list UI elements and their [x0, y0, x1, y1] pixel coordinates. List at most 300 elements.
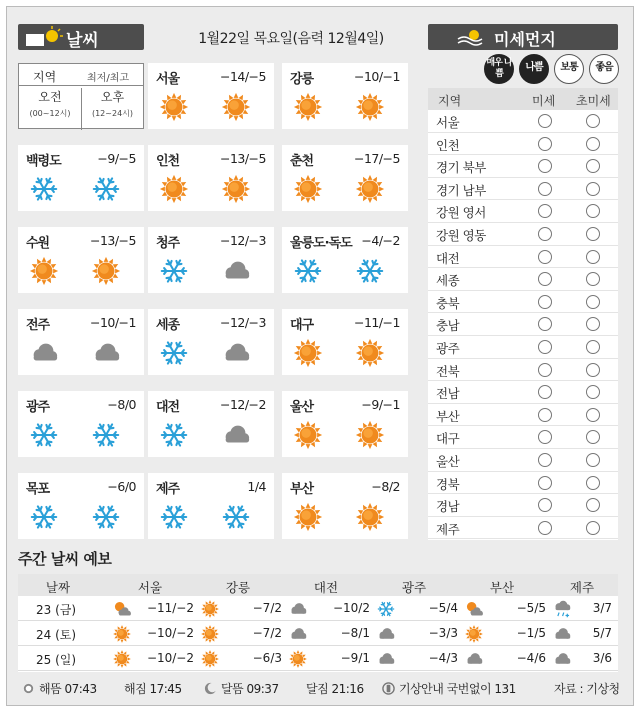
dust-row [428, 155, 618, 178]
sunset: 해짐 17:45 [124, 682, 182, 696]
city-name: 광주 [26, 400, 50, 415]
sunrise: 해뜸 07:43 [22, 680, 97, 697]
dust-level-very-bad[interactable]: 매우 나쁨 [484, 54, 514, 84]
pm25-status [586, 250, 600, 264]
pm25-status [586, 521, 600, 535]
dust-region: 충남 [436, 318, 460, 334]
sun-icon [158, 91, 190, 123]
moon-icon [204, 682, 217, 695]
city-temp: −17/−5 [353, 151, 400, 166]
dust-region: 대전 [436, 250, 460, 266]
sun-icon [354, 91, 386, 123]
pm-weather [354, 173, 388, 205]
weekly-temp: −4/3 [428, 651, 458, 665]
weekly-cell [288, 647, 372, 671]
snowflake-icon [90, 173, 122, 205]
sun-icon [292, 419, 324, 451]
dust-region: 부산 [436, 408, 460, 424]
city-temp: −9/−5 [97, 151, 136, 166]
sun-icon [292, 501, 324, 533]
weekly-cell [112, 647, 196, 671]
dust-region: 전북 [436, 363, 460, 379]
legend-region: 지역 [33, 70, 57, 84]
city-temp: −4/−2 [361, 233, 400, 248]
am-weather [28, 173, 62, 205]
sun-icon [292, 173, 324, 205]
weekly-temp: −4/6 [516, 651, 546, 665]
am-weather [292, 91, 326, 123]
am-weather [158, 173, 192, 205]
city-card [282, 391, 408, 457]
city-name: 서울 [156, 72, 180, 87]
pm-weather [354, 419, 388, 451]
weekly-cell [200, 647, 284, 671]
city-temp: −14/−5 [219, 69, 266, 84]
rain-snow-icon [552, 599, 572, 619]
weekly-cell [200, 597, 284, 621]
city-card [18, 309, 144, 375]
weekly-temp: −6/3 [252, 651, 282, 665]
sun-icon [90, 255, 122, 287]
am-weather [292, 173, 326, 205]
footer [18, 680, 622, 700]
city-temp: −13/−5 [89, 233, 136, 248]
city-card [282, 473, 408, 539]
am-weather [158, 91, 192, 123]
weekly-date: 25 (일) [36, 653, 77, 667]
weekly-icon [112, 649, 132, 669]
snowflake-icon [28, 419, 60, 451]
pm-weather [354, 337, 388, 369]
snowflake-icon [354, 255, 386, 287]
sun-icon [354, 501, 386, 533]
am-weather [28, 337, 62, 369]
pm25-status [586, 137, 600, 151]
pm25-status [586, 227, 600, 241]
data-source: 자료 : 기상청 [554, 682, 620, 696]
dust-row [428, 449, 618, 472]
dust-region: 울산 [436, 454, 460, 469]
city-name: 전주 [26, 318, 50, 333]
legend-pm: 오후 (12~24시) [81, 88, 143, 130]
snowflake-icon [158, 419, 190, 451]
city-name: 세종 [156, 318, 180, 333]
dust-row [428, 381, 618, 404]
cloud-icon [90, 337, 122, 369]
am-weather [158, 501, 192, 533]
am-weather [158, 255, 192, 287]
weekly-cell [464, 597, 548, 621]
pm-weather [90, 501, 124, 533]
city-temp: −12/−3 [219, 315, 266, 330]
dust-region: 세종 [436, 273, 460, 289]
dust-row [428, 359, 618, 382]
cloud-icon [220, 419, 252, 451]
dust-table [428, 88, 618, 540]
pm-weather [354, 255, 388, 287]
cloud-icon [288, 624, 308, 644]
weekly-icon [376, 599, 396, 619]
weekly-icon [200, 649, 220, 669]
sun-icon [292, 91, 324, 123]
pm-weather [220, 255, 254, 287]
cloud-icon [552, 649, 572, 669]
weather-title: 날씨 [66, 31, 99, 51]
am-weather [292, 337, 326, 369]
pm25-status [586, 408, 600, 422]
dust-row [428, 472, 618, 495]
dust-row [428, 517, 618, 540]
weekly-icon [464, 624, 484, 644]
pm10-status [538, 137, 552, 151]
weekly-icon [288, 624, 308, 644]
dust-region: 서울 [436, 115, 460, 130]
weekly-temp: −3/3 [428, 626, 458, 640]
city-temp: −9/−1 [361, 397, 400, 412]
dust-region: 인천 [436, 137, 460, 153]
weekly-temp: −5/4 [428, 601, 458, 615]
city-card [148, 145, 274, 211]
weekly-cell [376, 597, 460, 621]
dust-region: 경기 남부 [436, 182, 486, 198]
city-name: 부산 [290, 482, 314, 497]
pm25-status [586, 453, 600, 467]
dust-row [428, 291, 618, 314]
am-weather [292, 255, 326, 287]
snowflake-icon [158, 255, 190, 287]
snowflake-icon [376, 599, 396, 619]
am-weather [28, 419, 62, 451]
dust-region: 경남 [436, 499, 460, 515]
city-card [148, 309, 274, 375]
date-text: 1월22일 목요일(음력 12월4일) [198, 31, 384, 47]
moonset: 달짐 21:16 [306, 682, 364, 696]
weekly-cell [112, 622, 196, 646]
snowflake-icon [292, 255, 324, 287]
weekly-temp: −5/5 [516, 601, 546, 615]
weekly-temp: −1/5 [516, 626, 546, 640]
sun-icon [354, 173, 386, 205]
pm25-status [586, 159, 600, 173]
city-card [148, 227, 274, 293]
pm10-status [538, 498, 552, 512]
weekly-cell [200, 622, 284, 646]
dust-row [428, 246, 618, 269]
weekly-temp: −11/−2 [146, 601, 194, 615]
sun-cloud-icon [112, 599, 132, 619]
pm-weather [220, 337, 254, 369]
sun-icon [158, 173, 190, 205]
dust-row [428, 110, 618, 133]
snowflake-icon [90, 419, 122, 451]
am-weather [158, 419, 192, 451]
dust-table-header: 지역 미세 초미세 [428, 88, 618, 110]
dust-row [428, 494, 618, 517]
pm10-status [538, 159, 552, 173]
pm25-status [586, 476, 600, 490]
city-card [18, 227, 144, 293]
pm10-status [538, 340, 552, 354]
weekly-cell [552, 622, 614, 646]
weekly-cell [376, 647, 460, 671]
weekly-cell [552, 597, 614, 621]
dust-region: 광주 [436, 341, 460, 356]
pm25-status [586, 430, 600, 444]
dust-region: 경기 북부 [436, 160, 486, 176]
dust-level-normal[interactable]: 보통 [554, 54, 584, 84]
weekly-icon [552, 599, 572, 619]
pm10-status [538, 250, 552, 264]
pm10-status [538, 476, 552, 490]
sun-icon [354, 419, 386, 451]
dust-row [428, 200, 618, 223]
am-weather [28, 255, 62, 287]
city-card [18, 391, 144, 457]
sun-icon [354, 337, 386, 369]
dust-region: 대구 [436, 431, 460, 447]
legend-minmax: 최저/최고 [87, 73, 130, 84]
dust-region: 전남 [436, 386, 460, 402]
pm25-status [586, 363, 600, 377]
city-name: 춘천 [290, 154, 314, 169]
pm25-status [586, 295, 600, 309]
weekly-icon [552, 624, 572, 644]
pm25-status [586, 182, 600, 196]
pm25-status [586, 204, 600, 218]
dust-region: 충북 [436, 295, 460, 311]
weekly-icon [112, 624, 132, 644]
sun-icon [200, 649, 220, 669]
weekly-header: 날짜 서울 강릉 대전 광주 부산 제주 [18, 574, 618, 596]
city-card [282, 145, 408, 211]
weekly-cell [288, 597, 372, 621]
city-temp: −8/2 [371, 479, 400, 494]
legend-am: 오전 (00~12시) [29, 90, 71, 118]
dust-level-bad[interactable]: 나쁨 [519, 54, 549, 84]
city-temp: −12/−3 [219, 233, 266, 248]
pm-weather [220, 91, 254, 123]
snowflake-icon [220, 501, 252, 533]
weekly-icon [552, 649, 572, 669]
city-name: 대구 [290, 318, 314, 333]
pm10-status [538, 453, 552, 467]
city-card [18, 145, 144, 211]
pm-weather [90, 173, 124, 205]
sun-icon [200, 624, 220, 644]
city-name: 목포 [26, 482, 50, 497]
cloud-icon [464, 649, 484, 669]
moonrise: 달뜸 09:37 [204, 680, 279, 697]
sun-icon [292, 337, 324, 369]
cloud-icon [28, 337, 60, 369]
dust-row [428, 223, 618, 246]
cloud-icon [288, 599, 308, 619]
city-name: 제주 [156, 482, 180, 497]
weekly-icon [464, 599, 484, 619]
weekly-icon [288, 649, 308, 669]
city-temp: −12/−2 [219, 397, 266, 412]
snowflake-icon [28, 173, 60, 205]
weekly-icon [112, 599, 132, 619]
am-weather [292, 501, 326, 533]
city-temp: −13/−5 [219, 151, 266, 166]
pm10-status [538, 317, 552, 331]
weekly-temp: −7/2 [252, 601, 282, 615]
dust-region: 제주 [436, 521, 460, 537]
pm10-status [538, 363, 552, 377]
pm10-status [538, 385, 552, 399]
weekly-cell [376, 622, 460, 646]
sun-cloud-icon [24, 26, 64, 48]
cloud-icon [552, 624, 572, 644]
city-name: 백령도 [26, 154, 61, 169]
weekly-icon [376, 649, 396, 669]
pm10-status [538, 227, 552, 241]
pm10-status [538, 430, 552, 444]
dust-level-legend [484, 54, 620, 84]
city-card [282, 309, 408, 375]
city-card [148, 63, 274, 129]
city-temp: −6/0 [107, 479, 136, 494]
dust-header [428, 24, 618, 50]
sun-icon [464, 624, 484, 644]
city-card [18, 473, 144, 539]
city-name: 강릉 [290, 72, 314, 87]
sun-icon [112, 649, 132, 669]
pm-weather [354, 501, 388, 533]
city-name: 인천 [156, 154, 180, 169]
weekly-icon [288, 599, 308, 619]
cloud-icon [220, 255, 252, 287]
legend-box [18, 63, 144, 129]
dust-row [428, 426, 618, 449]
dust-icon [456, 27, 486, 47]
weekly-temp: −8/1 [340, 626, 370, 640]
weekly-icon [464, 649, 484, 669]
dust-region: 강원 영동 [436, 228, 486, 243]
sun-icon [28, 255, 60, 287]
weekly-date: 24 (토) [36, 628, 77, 642]
dust-row [428, 133, 618, 156]
am-weather [28, 501, 62, 533]
pm-weather [90, 419, 124, 451]
pm-weather [354, 91, 388, 123]
city-name: 울릉도·독도 [290, 236, 352, 251]
pm25-status [586, 385, 600, 399]
weekly-row [18, 646, 618, 671]
sun-icon [22, 682, 35, 695]
weekly-cell [552, 647, 614, 671]
pm-weather [220, 419, 254, 451]
weekly-cell [112, 597, 196, 621]
city-card [282, 63, 408, 129]
snowflake-icon [158, 501, 190, 533]
dust-title: 미세먼지 [494, 30, 556, 49]
am-weather [292, 419, 326, 451]
weather-phone: 기상안내 국번없이 131 [382, 680, 516, 697]
dust-row [428, 404, 618, 427]
weekly-icon [200, 624, 220, 644]
weekly-icon [376, 624, 396, 644]
snowflake-icon [90, 501, 122, 533]
snowflake-icon [158, 337, 190, 369]
pm-weather [220, 173, 254, 205]
dust-row [428, 268, 618, 291]
weekly-temp: 3/7 [592, 601, 612, 615]
city-temp: 1/4 [247, 479, 266, 494]
city-card [148, 391, 274, 457]
pm10-status [538, 182, 552, 196]
weekly-cell [464, 647, 548, 671]
city-name: 수원 [26, 236, 50, 251]
weekly-temp: 3/6 [592, 651, 612, 665]
pm-weather [90, 255, 124, 287]
weather-header [18, 24, 144, 50]
am-weather [158, 337, 192, 369]
dust-region: 경북 [436, 476, 460, 492]
pm10-status [538, 204, 552, 218]
sun-icon [200, 599, 220, 619]
dust-row [428, 336, 618, 359]
pm-weather [90, 337, 124, 369]
pm25-status [586, 317, 600, 331]
pm10-status [538, 521, 552, 535]
weekly-row [18, 596, 618, 621]
cloud-icon [220, 337, 252, 369]
weekly-temp: −7/2 [252, 626, 282, 640]
weekly-title: 주간 날씨 예보 [18, 550, 112, 568]
weekly-temp: −10/2 [332, 601, 370, 615]
city-temp: −10/−1 [89, 315, 136, 330]
weekly-cell [288, 622, 372, 646]
cloud-icon [376, 649, 396, 669]
weekly-temp: −10/−2 [146, 651, 194, 665]
weekly-row [18, 621, 618, 646]
pm10-status [538, 408, 552, 422]
pm-weather [220, 501, 254, 533]
weekly-date: 23 (금) [36, 603, 77, 617]
dust-row [428, 313, 618, 336]
weekly-cell [464, 622, 548, 646]
weekly-temp: −10/−2 [146, 626, 194, 640]
weekly-temp: 5/7 [592, 626, 612, 640]
city-name: 울산 [290, 400, 314, 415]
weekly-table [18, 574, 618, 672]
pm25-status [586, 114, 600, 128]
pm25-status [586, 498, 600, 512]
sun-icon [288, 649, 308, 669]
city-temp: −11/−1 [353, 315, 400, 330]
sun-icon [220, 91, 252, 123]
city-card [148, 473, 274, 539]
city-temp: −10/−1 [353, 69, 400, 84]
phone-icon [382, 682, 395, 695]
pm10-status [538, 272, 552, 286]
sun-icon [220, 173, 252, 205]
sun-cloud-icon [464, 599, 484, 619]
snowflake-icon [28, 501, 60, 533]
dust-level-good[interactable]: 좋음 [589, 54, 619, 84]
pm25-status [586, 340, 600, 354]
cloud-icon [376, 624, 396, 644]
weekly-temp: −9/1 [340, 651, 370, 665]
city-card [282, 227, 408, 293]
dust-region: 강원 영서 [436, 205, 486, 221]
sun-icon [112, 624, 132, 644]
city-temp: −8/0 [107, 397, 136, 412]
dust-row [428, 178, 618, 201]
pm10-status [538, 114, 552, 128]
